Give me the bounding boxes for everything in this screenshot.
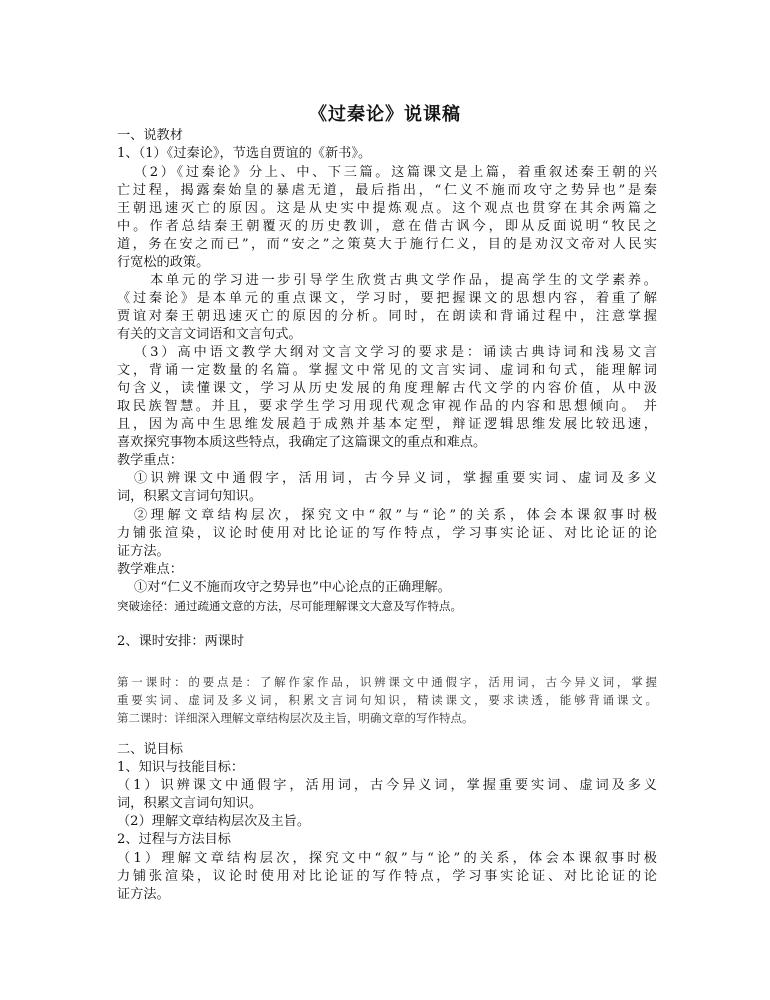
- paragraph-line: 且，因为高中生思维发展趋于成熟并基本定型，辩证逻辑思维发展比较迅速，: [117, 417, 657, 432]
- paragraph-line: （3）高中语文教学大纲对文言文学习的要求是：诵读古典诗词和浅易文言: [134, 345, 657, 360]
- section-heading: 2、课时安排：两课时: [117, 634, 245, 649]
- paragraph-line: 道，务在安之而已”，而“安之”之策莫大于施行仁义，目的是劝汉文帝对人民实: [117, 237, 657, 252]
- paragraph-line: 词，积累文言词句知识。: [117, 796, 263, 811]
- paragraph-line: 喜欢探究事物本质这些特点，我确定了这篇课文的重点和难点。: [117, 435, 487, 450]
- paragraph-line: 亡过程，揭露秦始皇的暴虐无道，最后指出，“仁义不施而攻守之势异也”是秦: [117, 183, 657, 198]
- subheading: 教学重点：: [117, 453, 183, 468]
- paragraph-line: 行宽松的政策。: [117, 255, 210, 270]
- paragraph-line: ②理解文章结构层次，探究文中“叙”与“论”的关系，体会本课叙事时极: [134, 508, 657, 523]
- paragraph-line: 1、（1）《过秦论》，节选自贾谊的《新书》。: [117, 146, 372, 161]
- paragraph-line: 重要实词、虚词及多义词，积累文言词句知识，精读课文，要求读透，能够背诵课文。: [117, 693, 657, 707]
- subheading: 2、过程与方法目标: [117, 832, 231, 847]
- paragraph-line: 力铺张渲染，议论时使用对比论证的写作特点，学习事实论证、对比论证的论: [117, 526, 657, 541]
- paragraph-line: 力铺张渲染，议论时使用对比论证的写作特点，学习事实论证、对比论证的论: [117, 869, 657, 884]
- paragraph-line: ①识辨课文中通假字，活用词，古今异义词，掌握重要实词、虚词及多义: [134, 471, 657, 486]
- paragraph-line: 证方法。: [117, 544, 170, 559]
- paragraph-line: 有关的文言文词语和文言句式。: [117, 327, 302, 342]
- paragraph-line: 王朝迅速灭亡的原因。这是从史实中提炼观点。这个观点也贯穿在其余两篇之: [117, 201, 657, 216]
- paragraph-line: ①对“仁义不施而攻守之势异也”中心论点的正确理解。: [134, 580, 451, 595]
- paragraph-line: （2）《过秦论》分上、中、下三篇。这篇课文是上篇，着重叙述秦王朝的兴: [134, 165, 657, 180]
- paragraph-line: 贾谊对秦王朝迅速灭亡的原因的分析。同时，在朗读和背诵过程中，注意掌握: [117, 309, 657, 324]
- paragraph-line: 本单元的学习进一步引导学生欣赏古典文学作品，提高学生的文学素养。: [150, 273, 657, 288]
- paragraph-line: 第二课时：详细深入理解文章结构层次及主旨，明确文章的写作特点。: [117, 711, 474, 725]
- paragraph-line: 第一课时：的要点是：了解作家作品，识辨课文中通假字，活用词，古今异义词，掌握: [117, 675, 657, 689]
- paragraph-line: 突破途径：通过疏通文意的方法，尽可能理解课文大意及写作特点。: [117, 599, 462, 613]
- paragraph-line: 文，背诵一定数量的名篇。掌握文中常见的文言实词、虚词和句式，能理解词: [117, 363, 657, 378]
- section-heading: 二、说目标: [117, 742, 183, 757]
- paragraph-line: 中。作者总结秦王朝覆灭的历史教训，意在借古讽今，即从反面说明“牧民之: [117, 219, 657, 234]
- section-heading: 一、说教材: [117, 128, 183, 143]
- paragraph-line: （2）理解文章结构层次及主旨。: [117, 814, 311, 829]
- paragraph-line: 《过秦论》是本单元的重点课文，学习时，要把握课文的思想内容，着重了解: [117, 291, 657, 306]
- document-title: 《过秦论》说课稿: [309, 104, 461, 125]
- subheading: 1、知识与技能目标：: [117, 760, 245, 775]
- subheading: 教学难点：: [117, 562, 183, 577]
- paragraph-line: 取民族智慧。并且，要求学生学习用现代观念审视作品的内容和思想倾向。 并: [117, 399, 657, 414]
- paragraph-line: （1）理解文章结构层次，探究文中“叙”与“论”的关系，体会本课叙事时极: [117, 851, 657, 866]
- paragraph-line: 词，积累文言词句知识。: [117, 489, 263, 504]
- paragraph-line: 句含义，读懂课文，学习从历史发展的角度理解古代文学的内容价值，从中汲: [117, 381, 657, 396]
- paragraph-line: （1）识辨课文中通假字，活用词，古今异义词，掌握重要实词、虚词及多义: [117, 778, 657, 793]
- paragraph-line: 证方法。: [117, 887, 170, 902]
